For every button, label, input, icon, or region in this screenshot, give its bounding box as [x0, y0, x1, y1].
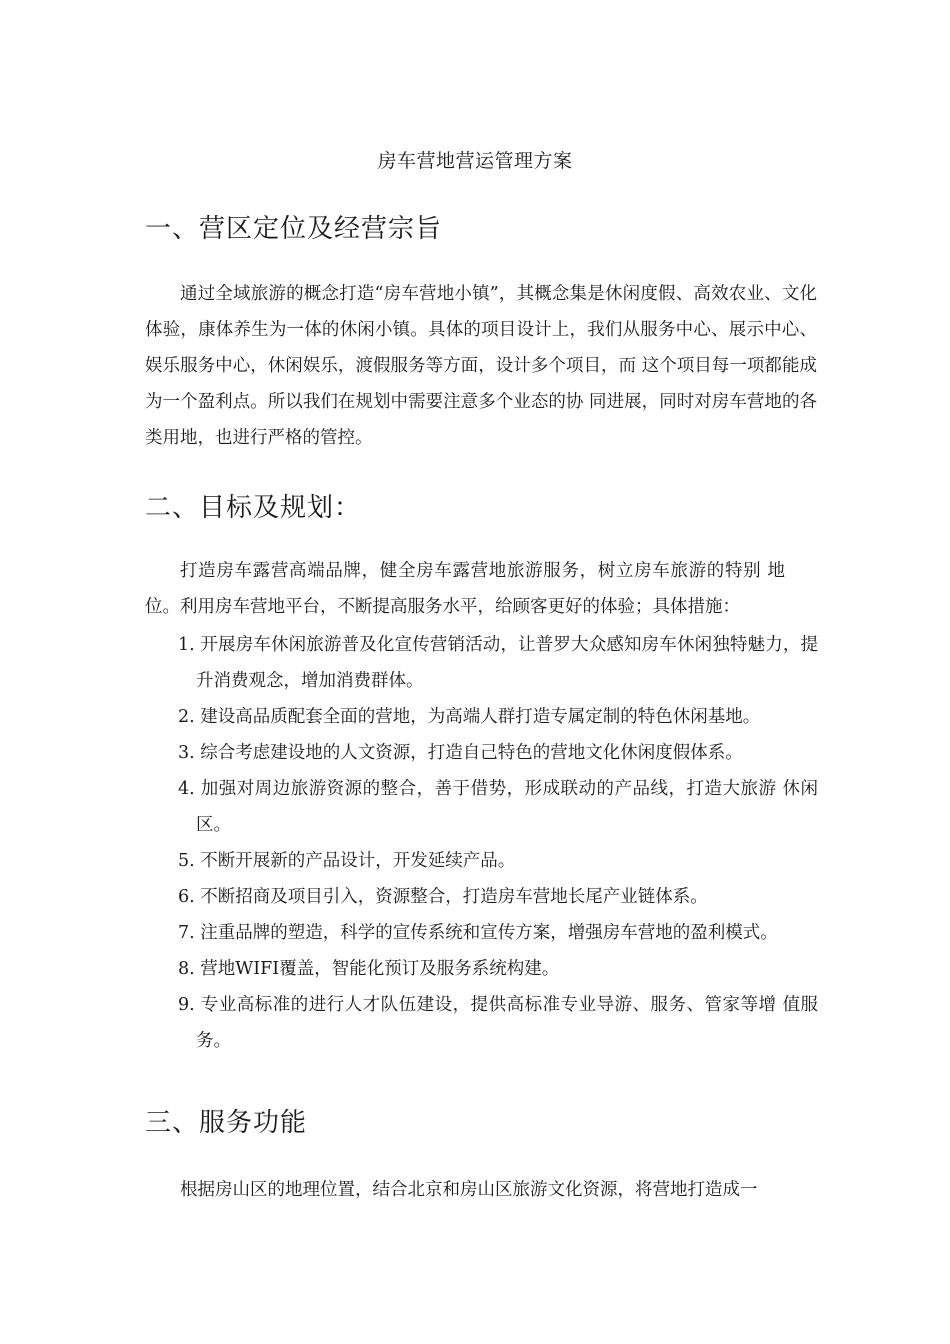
list-item: 2. 建设高品质配套全面的营地，为高端人群打造专属定制的特色休闲基地。 — [178, 707, 761, 727]
section-heading-2: 二、目标及规划： — [145, 493, 362, 523]
list-item: 9. 专业高标准的进行人才队伍建设，提供高标准专业导游、服务、管家等增 值服务。 — [178, 995, 818, 1051]
section-paragraph-3: 根据房山区的地理位置，结合北京和房山区旅游文化资源，将营地打造成一 — [180, 1180, 758, 1200]
list-item: 7. 注重品牌的塑造，科学的宣传系统和宣传方案，增强房车营地的盈利模式。 — [178, 923, 778, 943]
list-item: 3. 综合考虑建设地的人文资源，打造自己特色的营地文化休闲度假体系。 — [178, 743, 743, 763]
list-item: 5. 不断开展新的产品设计，开发延续产品。 — [178, 851, 516, 871]
document-title: 房车营地营运管理方案 — [377, 150, 573, 172]
measures-list — [178, 627, 818, 1059]
section-paragraph-1: 通过全域旅游的概念打造“房车营地小镇”，其概念集是休闲度假、高效农业、文化体验，康体养生为一体的休闲小镇。具体的项目设计上，我们从服务中心、展示中心、娱乐服务中心，休闲娱乐，渡假服务等方面，设计多个项目，而 这个项目每一项都能成为一个盈利点。所以我们在规划中需要注意多个业态的协 同进展，同时对房车营地的各类用地，也进行严格的管控。 — [145, 284, 817, 448]
list-item: 4. 加强对周边旅游资源的整合，善于借势，形成联动的产品线，打造大旅游 休闲区。 — [178, 779, 818, 835]
section-heading-3: 三、服务功能 — [145, 1108, 308, 1138]
list-item: 8. 营地WIFI覆盖，智能化预订及服务系统构建。 — [178, 959, 560, 979]
section-paragraph-2: 打造房车露营高端品牌，健全房车露营地旅游服务，树立房车旅游的特别 地位。利用房车营地平台，不断提高服务水平，给顾客更好的体验；具体措施： — [145, 561, 785, 617]
section-heading-1: 一、营区定位及经营宗旨 — [145, 214, 443, 244]
list-item: 6. 不断招商及项目引入，资源整合，打造房车营地长尾产业链体系。 — [178, 887, 708, 907]
list-item: 1. 开展房车休闲旅游普及化宣传营销活动，让普罗大众感知房车休闲独特魅力，提升消费观念，增加消费群体。 — [178, 635, 818, 691]
